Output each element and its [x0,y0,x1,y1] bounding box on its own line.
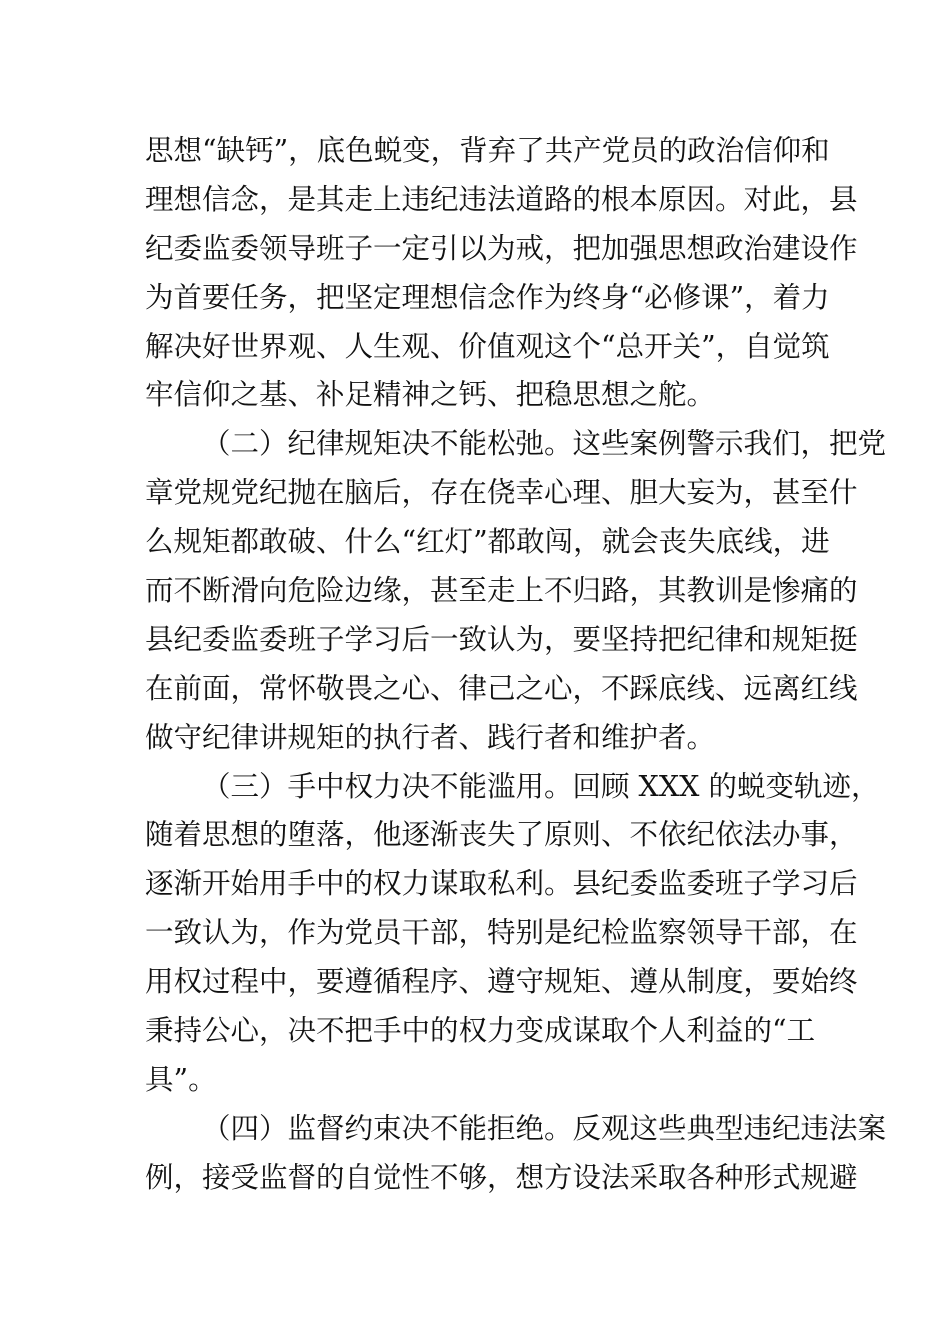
text-line: 逐渐开始用手中的权力谋取私利。县纪委监委班子学习后 [145,867,858,901]
text-line: 随着思想的堕落，他逐渐丧失了原则、不依纪依法办事， [145,818,858,852]
text-line: 为首要任务，把坚定理想信念作为终身“必修课”，着力 [145,280,830,314]
text-line: 县纪委监委班子学习后一致认为，要坚持把纪律和规矩挺 [145,622,858,656]
text-line: 在前面，常怀敬畏之心、律己之心，不踩底线、远离红线 [145,671,858,705]
text-line: 么规矩都敢破、什么“红灯”都敢闯，就会丧失底线，进 [145,525,830,559]
text-line: 秉持公心，决不把手中的权力变成谋取个人利益的“工 [145,1014,816,1048]
text-line: 例，接受监督的自觉性不够，想方设法采取各种形式规避 [145,1160,858,1194]
paragraph-start-line: （四）监督约束决不能拒绝。反观这些典型违纪违法案 [202,1111,887,1145]
text-line: 理想信念，是其走上违纪违法道路的根本原因。对此，县 [145,182,858,216]
text-line: 做守纪律讲规矩的执行者、践行者和维护者。 [145,720,716,754]
text-line: 一致认为，作为党员干部，特别是纪检监察领导干部，在 [145,916,858,950]
text-line: 而不断滑向危险边缘，甚至走上不归路，其教训是惨痛的 [145,574,858,608]
text-line: 用权过程中，要遵循程序、遵守规矩、遵从制度，要始终 [145,965,858,999]
paragraph-start-line: （三）手中权力决不能滥用。回顾 XXX 的蜕变轨迹， [202,769,880,803]
text-line: 纪委监委领导班子一定引以为戒，把加强思想政治建设作 [145,231,858,265]
text-line: 解决好世界观、人生观、价值观这个“总开关”，自觉筑 [145,329,830,363]
document-body [145,127,887,1203]
text-line: 思想“缺钙”，底色蜕变，背弃了共产党员的政治信仰和 [145,134,830,167]
paragraph-start-line: （二）纪律规矩决不能松弛。这些案例警示我们，把党 [202,427,887,461]
text-line: 章党规党纪抛在脑后，存在侥幸心理、胆大妄为，甚至什 [145,476,858,510]
text-line: 具”。 [145,1062,217,1096]
text-line: 牢信仰之基、补足精神之钙、把稳思想之舵。 [145,378,716,412]
